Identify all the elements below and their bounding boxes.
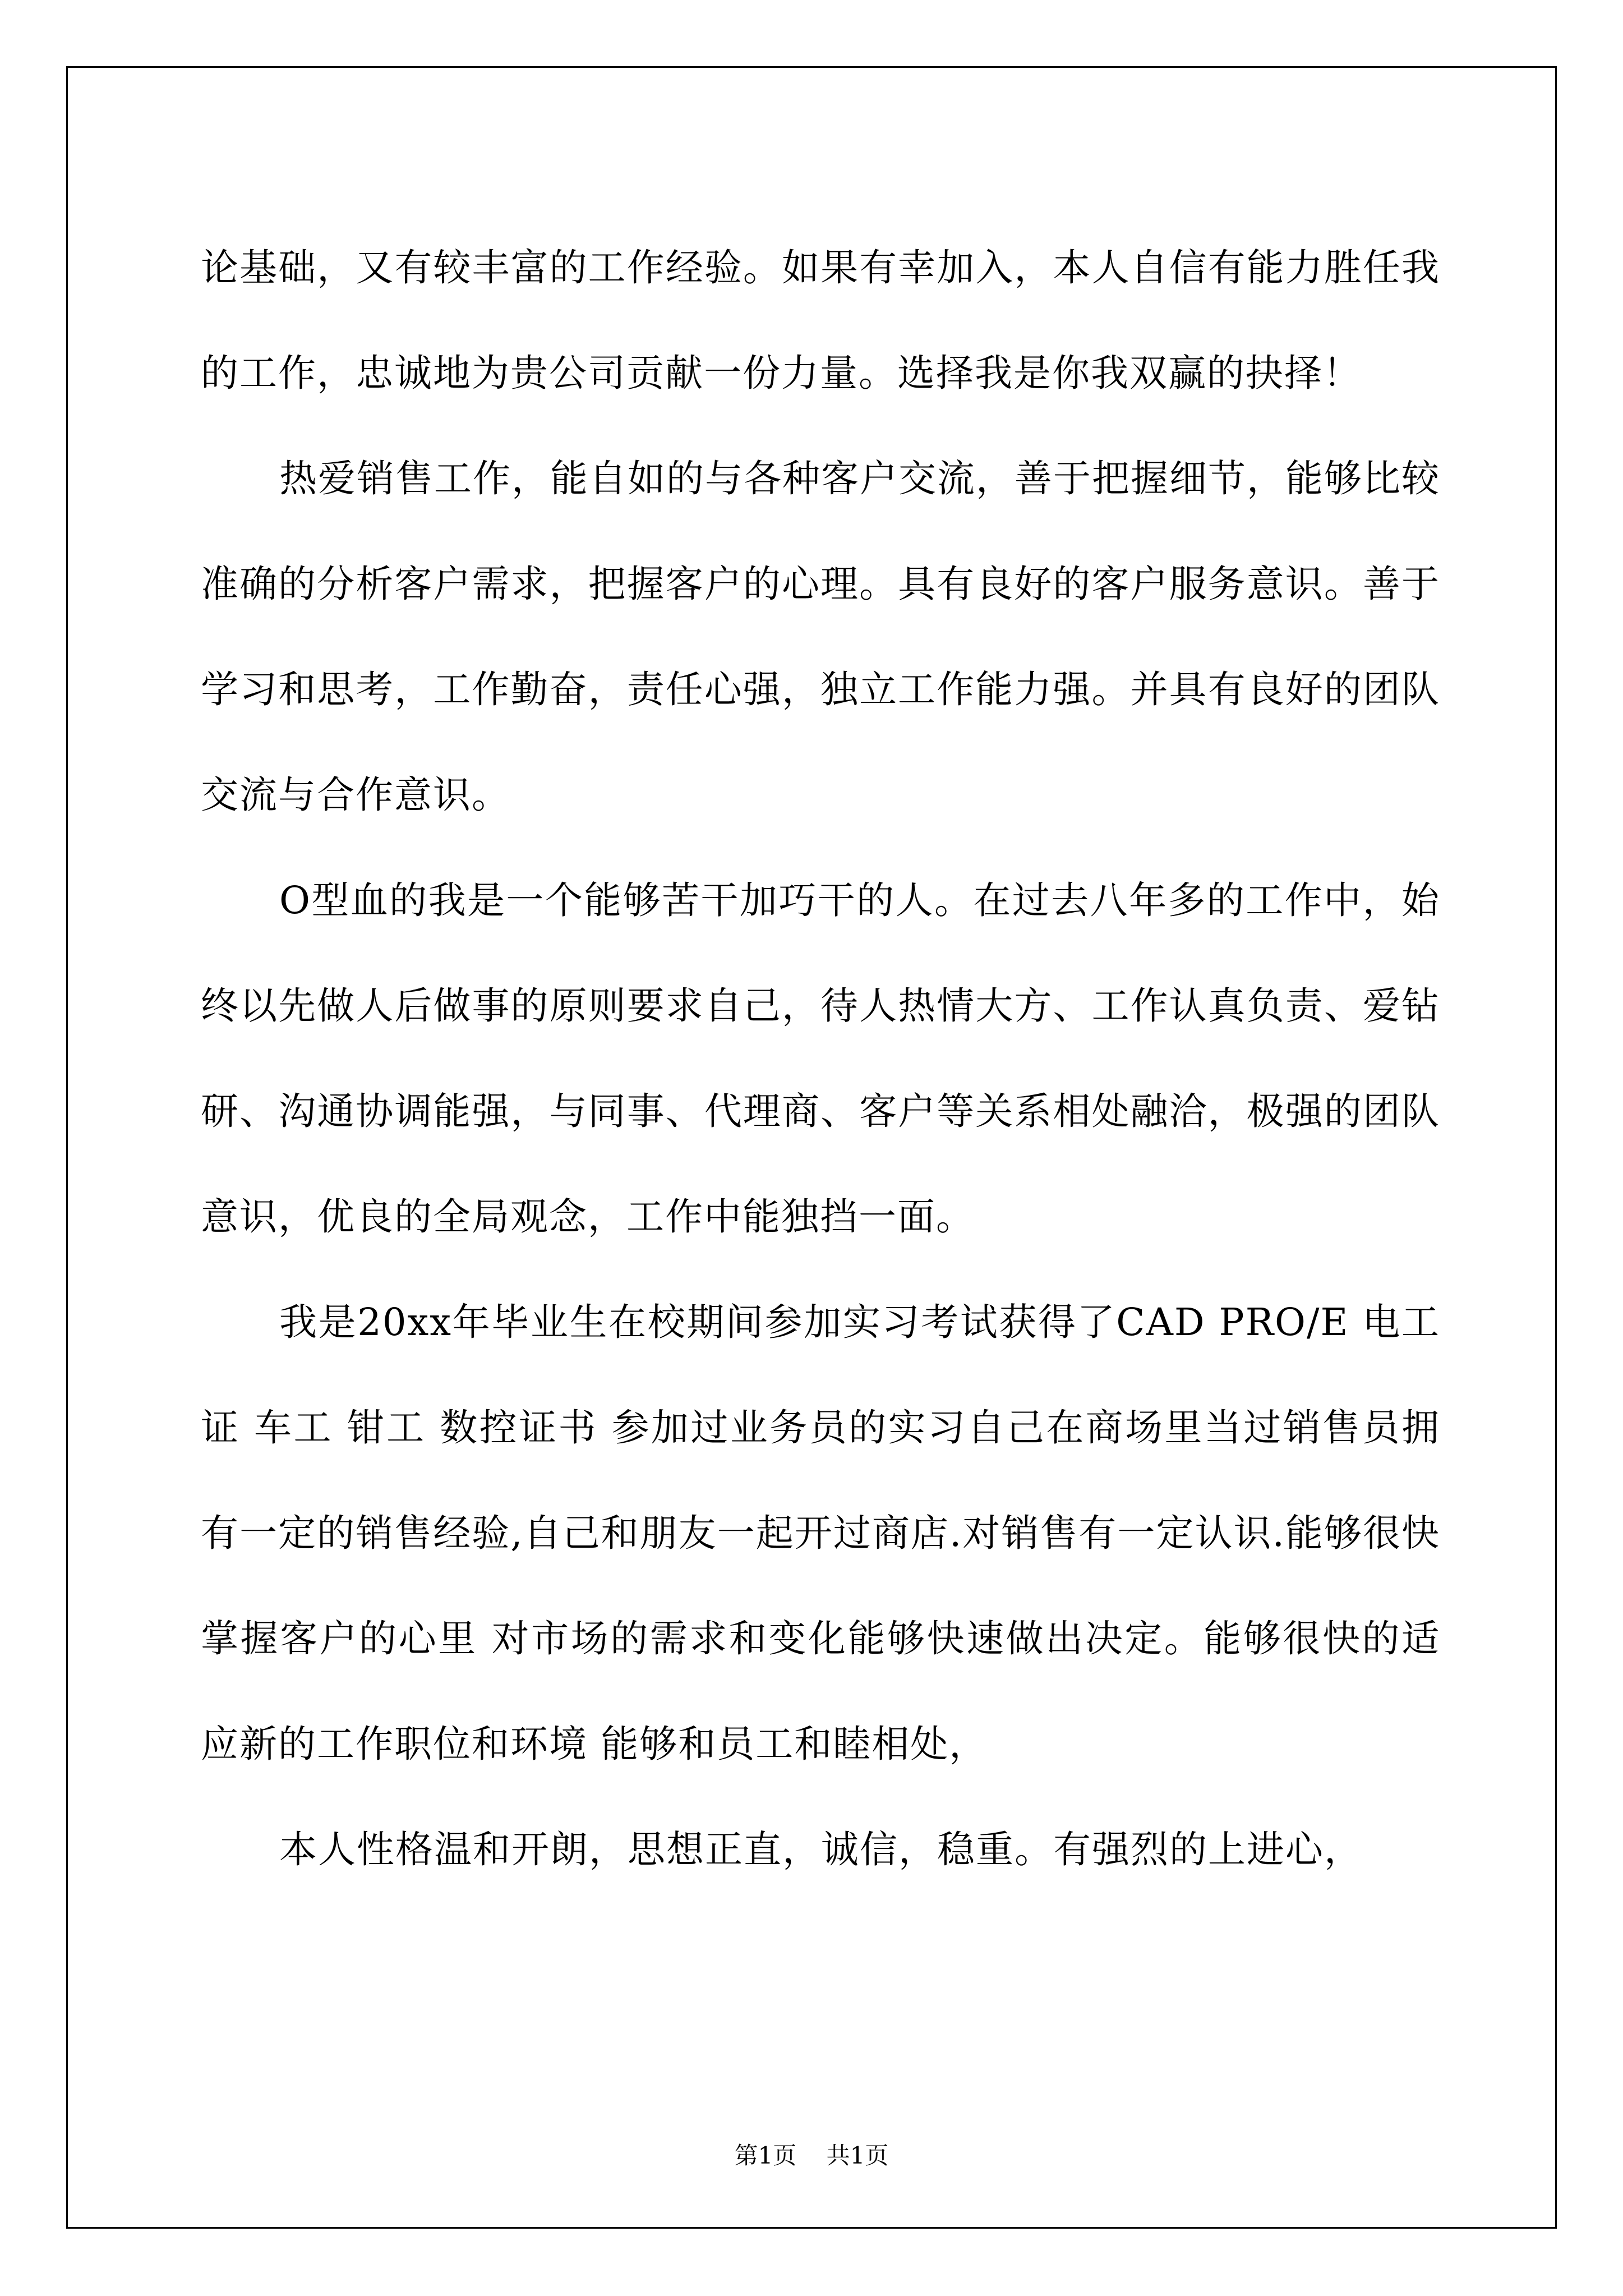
page-footer: 第1页 共1页 [734,2142,889,2169]
paragraph-4: 我是20xx年毕业生在校期间参加实习考试获得了CAD PRO/E 电工证 车工 钳工 数控证书 参加过业务员的实习自己在商场里当过销售员拥有一定的销售经验,自己和朋友一起开过商店.对销售有一定认识.能够很快掌握客户的心里 对市场的需求和变化能够快速做出决定。能够很快的适应新的工作职位和环境 能够和员工和睦相处， [201,1300,1440,1766]
paragraph-2: 热爱销售工作，能自如的与各种客户交流，善于把握细节，能够比较准确的分析客户需求，把握客户的心理。具有良好的客户服务意识。善于学习和思考，工作勤奋，责任心强，独立工作能力强。并具有良好的团队交流与合作意识。 [201,457,1440,817]
paragraph-5: 本人性格温和开朗，思想正直，诚信，稳重。有强烈的上进心， [279,1828,1363,1871]
paragraph-1: 论基础，又有较丰富的工作经验。如果有幸加入，本人自信有能力胜任我的工作，忠诚地为贵公司贡献一份力量。选择我是你我双赢的抉择！ [201,246,1440,395]
document-body [201,215,1440,1902]
paragraph-3: O型血的我是一个能够苦干加巧干的人。在过去八年多的工作中，始终以先做人后做事的原则要求自己，待人热情大方、工作认真负责、爱钻研、沟通协调能强，与同事、代理商、客户等关系相处融洽，极强的团队意识，优良的全局观念，工作中能独挡一面。 [201,878,1440,1239]
